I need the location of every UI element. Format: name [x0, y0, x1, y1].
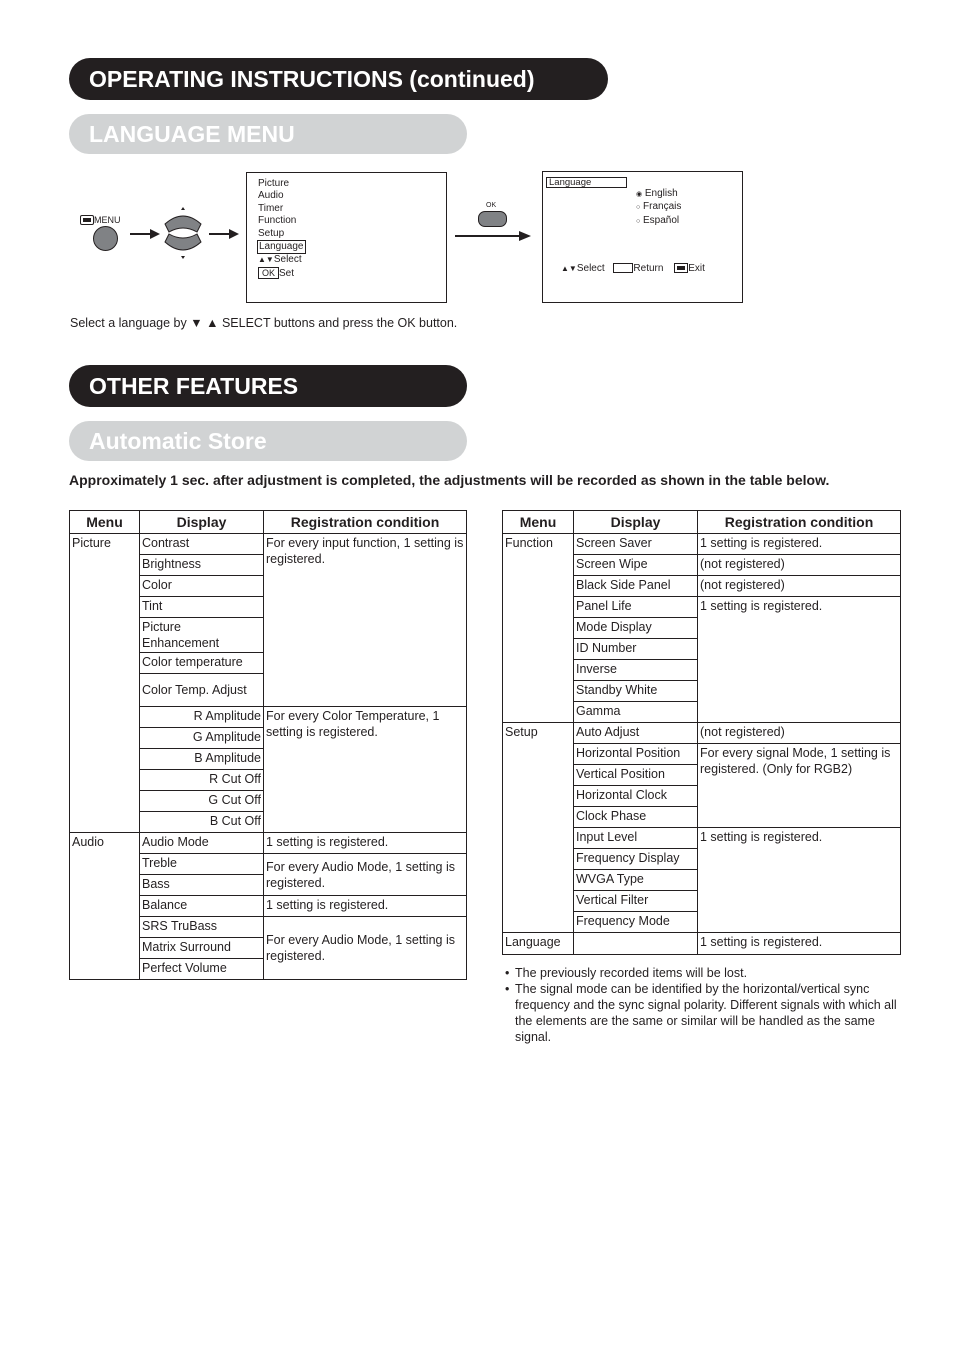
- language-screen-title: Language: [546, 177, 627, 188]
- display-cell: Tint: [140, 597, 264, 618]
- display-cell: Contrast: [140, 534, 264, 555]
- col-header-menu: Menu: [503, 511, 574, 534]
- condition-cell: 1 setting is registered.: [264, 896, 467, 917]
- display-cell: SRS TruBass: [140, 917, 264, 938]
- return-hint-label: Return: [633, 263, 664, 274]
- condition-cell: For every signal Mode, 1 setting is registered. (Only for RGB2): [698, 744, 901, 828]
- display-cell: Bass: [140, 875, 264, 896]
- radio-selected-icon: ◉: [636, 191, 643, 198]
- display-cell: Horizontal Clock: [574, 786, 698, 807]
- display-cell: R Amplitude: [140, 707, 264, 728]
- display-cell: Inverse: [574, 660, 698, 681]
- table-row: [70, 534, 467, 555]
- intro-text: Approximately 1 sec. after adjustment is completed, the adjustments will be recorded as shown in the table below.: [69, 472, 830, 488]
- display-cell: Black Side Panel: [574, 576, 698, 597]
- lang-option-label: English: [644, 188, 678, 199]
- display-cell: Panel Life: [574, 597, 698, 618]
- condition-cell: (not registered): [698, 555, 901, 576]
- display-cell: WVGA Type: [574, 870, 698, 891]
- condition-cell: For every Audio Mode, 1 setting is registered.: [264, 917, 467, 980]
- language-caption: [70, 316, 457, 330]
- menu-item-function: Function: [258, 215, 297, 227]
- display-cell: Color Temp. Adjust: [140, 674, 264, 707]
- updown-icon: ▲▼: [258, 255, 274, 265]
- arrow-right-icon: [209, 228, 239, 240]
- menu-cell-function: Function: [503, 534, 574, 723]
- col-header-display: Display: [574, 511, 698, 534]
- bullet-icon: •: [505, 982, 510, 996]
- left-registration-table: [69, 510, 467, 980]
- note-item: [505, 981, 901, 1045]
- language-menu-title: LANGUAGE MENU: [89, 121, 295, 147]
- radio-icon: ○: [636, 204, 641, 212]
- language-screen-hints: [561, 263, 705, 275]
- lang-option-espanol[interactable]: [636, 215, 681, 228]
- display-cell: Balance: [140, 896, 264, 917]
- display-cell: G Cut Off: [140, 791, 264, 812]
- select-hint-label: Select: [576, 263, 605, 274]
- display-cell: Standby White: [574, 681, 698, 702]
- set-hint-label: Set: [279, 267, 295, 279]
- display-cell: Vertical Filter: [574, 891, 698, 912]
- display-cell: Matrix Surround: [140, 938, 264, 959]
- other-features-banner: [69, 365, 467, 407]
- caption-prefix: Select a language by: [70, 316, 187, 330]
- condition-cell: 1 setting is registered.: [698, 933, 901, 955]
- display-cell: B Cut Off: [140, 812, 264, 833]
- language-menu-banner: [69, 114, 467, 154]
- menu-item-language-label: Language: [259, 241, 304, 253]
- display-cell: Frequency Display: [574, 849, 698, 870]
- display-cell: Frequency Mode: [574, 912, 698, 933]
- menu-button-caption: [80, 214, 121, 227]
- condition-cell: (not registered): [698, 576, 901, 597]
- condition-cell: 1 setting is registered.: [698, 597, 901, 723]
- display-cell: R Cut Off: [140, 770, 264, 791]
- arrow-right-icon: [130, 228, 160, 240]
- operating-instructions-banner: [69, 58, 608, 100]
- col-header-menu: Menu: [70, 511, 140, 534]
- note-text: The signal mode can be identified by the horizontal/vertical sync frequency and the sync signal polarity. Different signals with which all the elements are the same or similar will be handled as the same signal.: [515, 982, 897, 1044]
- down-up-arrows-icon: ▼ ▲: [190, 316, 219, 330]
- display-cell: Picture Enhancement: [140, 618, 264, 653]
- condition-cell: (not registered): [698, 723, 901, 744]
- display-cell: Vertical Position: [574, 765, 698, 786]
- note-item: [505, 965, 901, 981]
- table-row: [503, 933, 901, 955]
- display-cell: Treble: [140, 854, 264, 875]
- radio-icon: ○: [636, 217, 641, 225]
- table-row: [70, 833, 467, 854]
- select-hint: [258, 254, 306, 266]
- select-hint-label: Select: [273, 254, 302, 266]
- display-cell: G Amplitude: [140, 728, 264, 749]
- menu-button-label: MENU: [94, 215, 121, 225]
- menu-key-icon: [80, 215, 94, 225]
- exit-key-icon: [674, 263, 688, 273]
- lang-option-label: Français: [643, 201, 682, 213]
- display-cell: Perfect Volume: [140, 959, 264, 980]
- ok-button-caption: OK: [486, 202, 497, 209]
- menu-cell-picture: Picture: [70, 534, 140, 833]
- col-header-condition: Registration condition: [264, 511, 467, 534]
- col-header-display: Display: [140, 511, 264, 534]
- menu-item-audio: Audio: [258, 190, 284, 202]
- note-text: The previously recorded items will be lost.: [515, 966, 748, 980]
- lang-option-francais[interactable]: [636, 201, 681, 214]
- bullet-icon: •: [505, 966, 510, 980]
- notes: [505, 965, 901, 1045]
- page-title: OPERATING INSTRUCTIONS (continued): [89, 66, 535, 92]
- updown-icon: ▲▼: [561, 264, 577, 273]
- lang-option-label: Español: [643, 214, 680, 226]
- display-cell: Gamma: [574, 702, 698, 723]
- display-cell: Input Level: [574, 828, 698, 849]
- menu-cell-language: Language: [503, 933, 574, 955]
- menu-cell-audio: Audio: [70, 833, 140, 980]
- automatic-store-title: Automatic Store: [89, 428, 267, 454]
- condition-cell: For every Audio Mode, 1 setting is registered.: [264, 854, 467, 896]
- caption-suffix: SELECT buttons and press the OK button.: [221, 316, 458, 330]
- menu-button[interactable]: [93, 226, 118, 251]
- display-cell: Color temperature: [140, 653, 264, 674]
- display-cell: Color: [140, 576, 264, 597]
- condition-cell: 1 setting is registered.: [698, 534, 901, 555]
- ok-key-icon: OK: [258, 267, 279, 279]
- condition-cell: 1 setting is registered.: [698, 828, 901, 933]
- lang-option-english[interactable]: [636, 188, 681, 201]
- automatic-store-banner: [69, 421, 467, 461]
- display-cell: Clock Phase: [574, 807, 698, 828]
- display-cell: Screen Wipe: [574, 555, 698, 576]
- up-down-buttons-icon[interactable]: [163, 206, 203, 260]
- display-cell: Horizontal Position: [574, 744, 698, 765]
- other-features-title: OTHER FEATURES: [89, 373, 299, 399]
- arrow-right-icon: [455, 230, 531, 242]
- right-registration-table: [502, 510, 901, 955]
- main-menu-screen: [246, 172, 447, 303]
- condition-cell: For every input function, 1 setting is registered.: [264, 534, 467, 707]
- return-key-icon: [613, 263, 633, 273]
- menu-item-setup: Setup: [258, 227, 285, 239]
- language-screen: [542, 171, 743, 303]
- condition-cell: 1 setting is registered.: [264, 833, 467, 854]
- display-cell: Auto Adjust: [574, 723, 698, 744]
- ok-button[interactable]: [478, 211, 507, 227]
- display-cell: Audio Mode: [140, 833, 264, 854]
- table-row: [503, 723, 901, 744]
- exit-hint-label: Exit: [688, 263, 705, 274]
- set-hint: [258, 267, 306, 280]
- menu-item-picture: Picture: [258, 178, 290, 189]
- display-cell: Mode Display: [574, 618, 698, 639]
- menu-cell-setup: Setup: [503, 723, 574, 933]
- display-cell-empty: [574, 933, 698, 955]
- display-cell: Screen Saver: [574, 534, 698, 555]
- col-header-condition: Registration condition: [698, 511, 901, 534]
- table-row: [503, 534, 901, 555]
- display-cell: ID Number: [574, 639, 698, 660]
- display-cell: Brightness: [140, 555, 264, 576]
- menu-item-timer: Timer: [258, 202, 284, 214]
- condition-cell: For every Color Temperature, 1 setting is registered.: [264, 707, 467, 833]
- menu-item-language: [257, 240, 306, 254]
- display-cell: B Amplitude: [140, 749, 264, 770]
